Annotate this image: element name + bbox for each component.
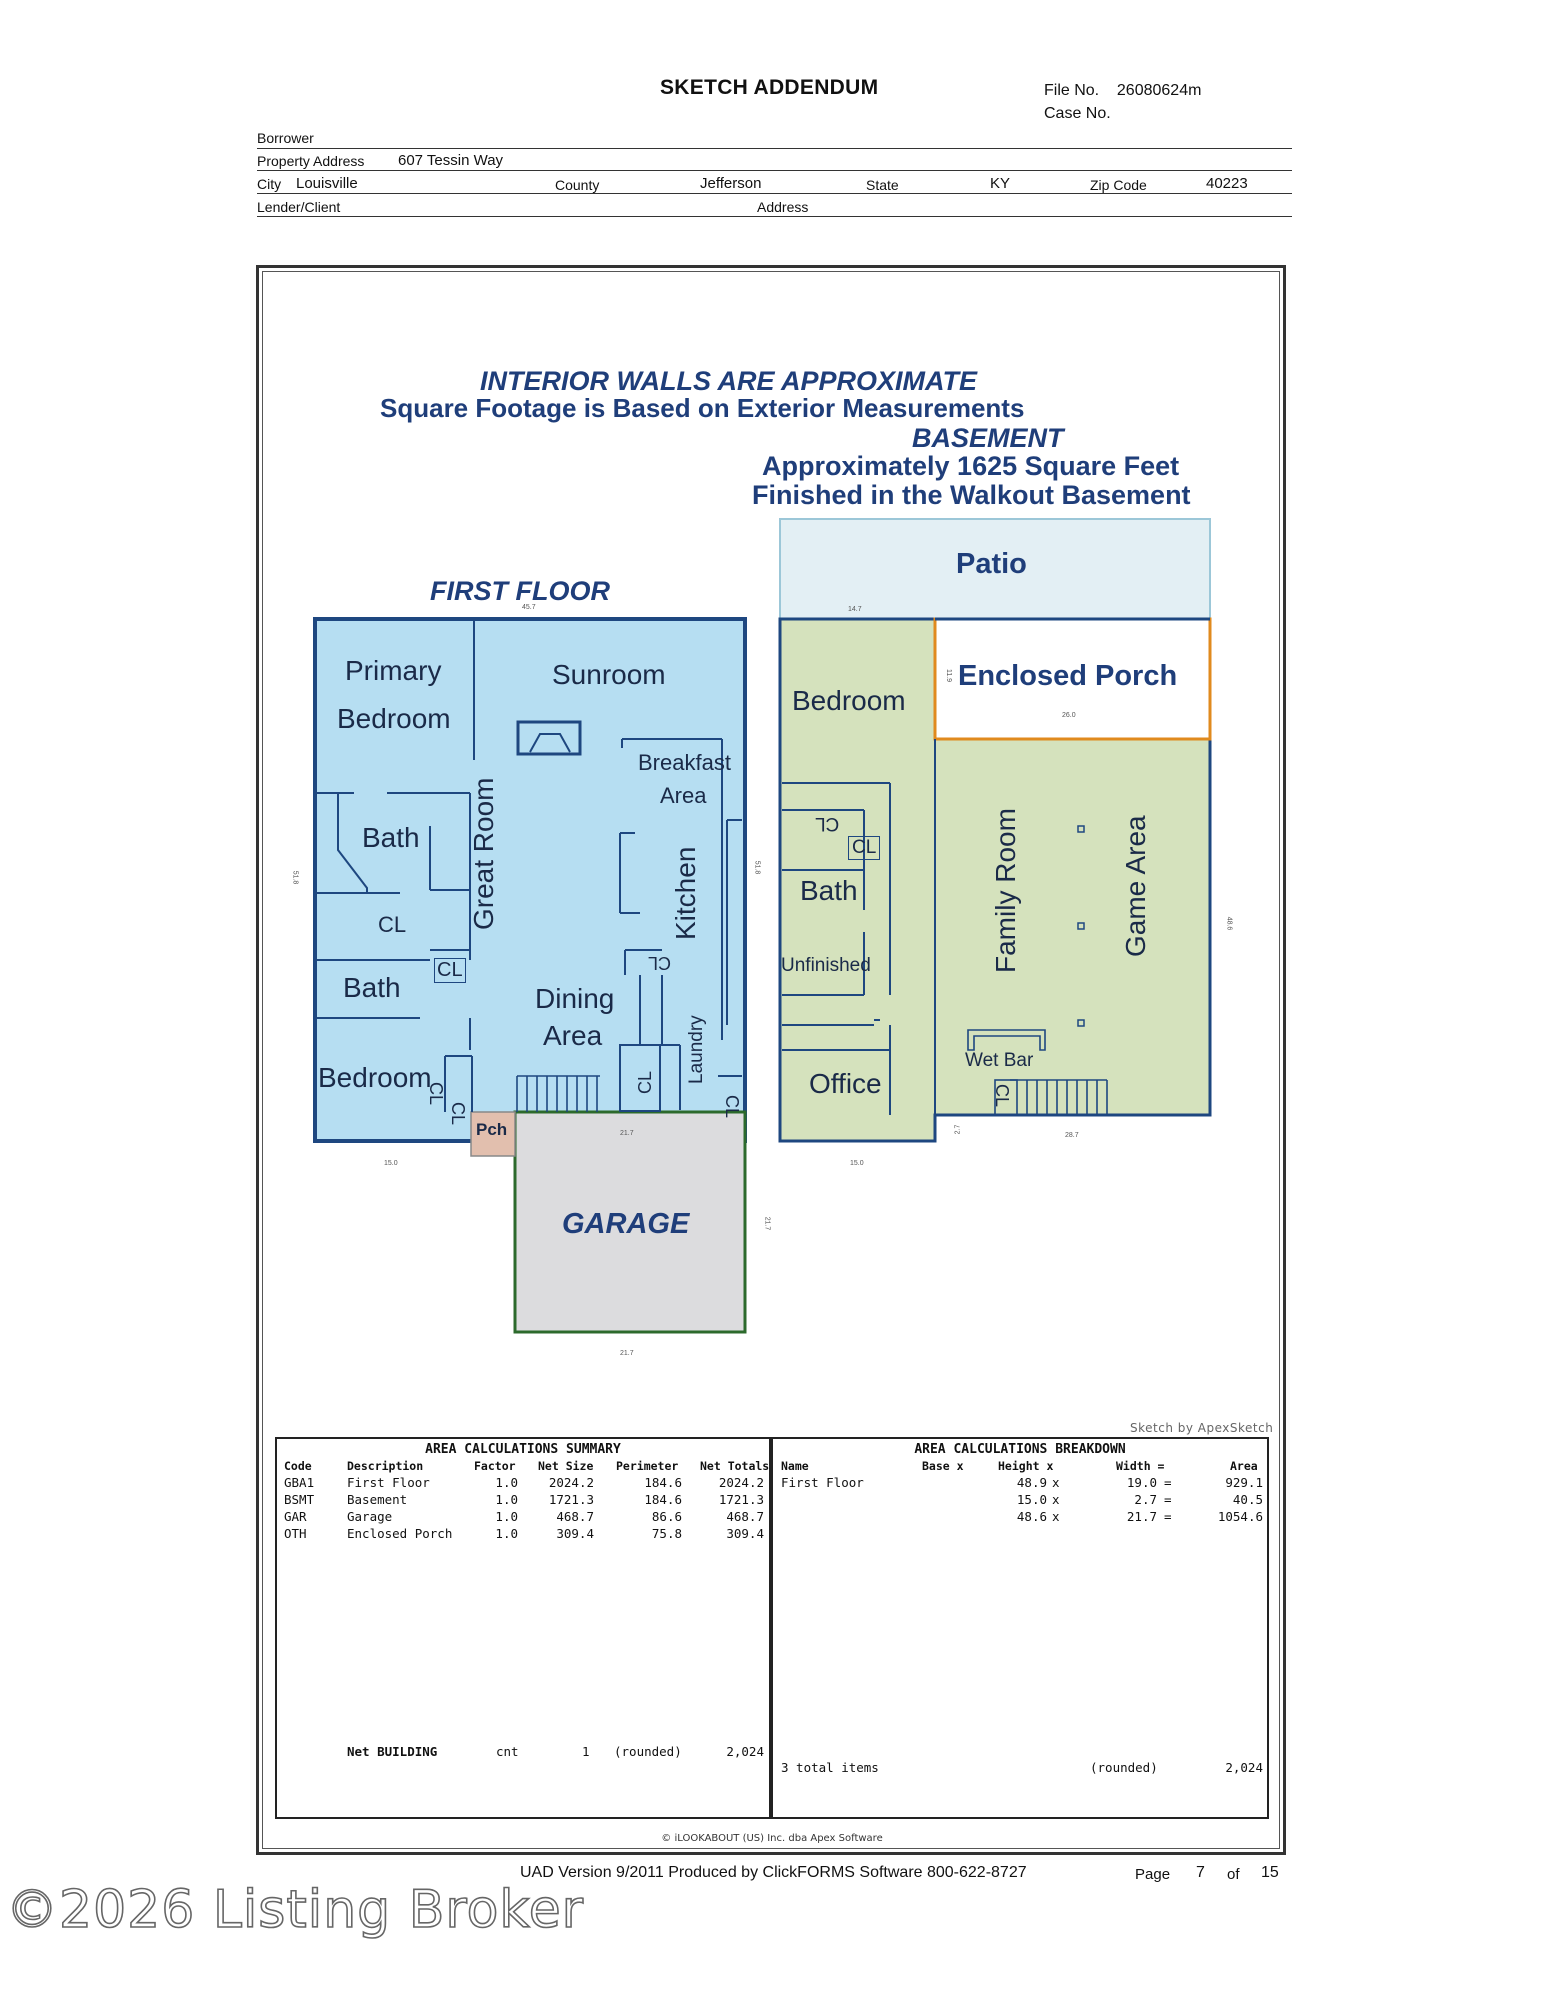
room-label-bath-2: Bath [343,972,401,1003]
summary-cell: 184.6 [644,1475,682,1490]
page-label: Page [1135,1866,1171,1883]
room-label-pch: Pch [476,1120,508,1139]
copyright: © iLOOKABOUT (US) Inc. dba Apex Software [661,1833,883,1844]
breakdown-cell: 48.9 [1016,1475,1047,1490]
breakdown-cell: 21.7 [1126,1509,1157,1524]
room-label-basement-cl-1: CL [815,813,840,834]
dim-bs-bottom-right: 28.7 [1065,1132,1079,1139]
summary-cell: 1721.3 [718,1492,764,1507]
summary-cell: 75.8 [651,1526,682,1541]
file-no-label: File No. [1044,82,1100,99]
lender-label: Lender/Client [257,199,341,215]
room-label-unfinished: Unfinished [781,955,871,976]
dim-garage-bottom: 21.7 [620,1350,634,1357]
dim-bs-right: 48.6 [1225,916,1233,931]
breakdown-col-base: Base x [922,1459,964,1473]
summary-col-code: Code [284,1459,312,1473]
property-address-label: Property Address [257,153,365,169]
breakdown-cell: 929.1 [1225,1475,1263,1490]
dim-ff-bottom-mid: 21.7 [620,1130,634,1137]
case-no-label: Case No. [1044,105,1111,122]
dim-bs-bottom-left: 15.0 [850,1160,864,1167]
summary-cell: 2024.2 [718,1475,764,1490]
summary-cell: BSMT [284,1492,315,1507]
county-label: County [555,177,600,193]
summary-cell: 86.6 [651,1509,682,1524]
state-label: State [866,177,899,193]
room-label-cl-2: CL [434,958,466,983]
county: Jefferson [700,175,762,192]
summary-cell: 468.7 [556,1509,594,1524]
breakdown-col-height: Height x [998,1459,1054,1473]
summary-cell: 309.4 [726,1526,764,1541]
interior-walls-heading: INTERIOR WALLS ARE APPROXIMATE [480,366,978,396]
summary-cell: GBA1 [284,1475,315,1490]
room-label-dining-area: Area [543,1020,603,1051]
breakdown-col-name: Name [781,1459,809,1473]
breakdown-col-width: Width = [1116,1459,1165,1473]
room-label-kitchen: Kitchen [670,846,701,940]
dim-porch-side: 11.9 [945,668,953,683]
breakdown-cell: x [1052,1492,1060,1507]
room-label-game-area: Game Area [1120,815,1151,957]
total-pages: 15 [1261,1864,1279,1881]
room-label-cl-4: CL [448,1102,468,1126]
square-footage-heading: Square Footage is Based on Exterior Measurements [380,393,1025,423]
summary-cell: OTH [284,1526,307,1541]
zip: 40223 [1206,175,1248,192]
of-label: of [1227,1866,1240,1883]
breakdown-cell: 1054.6 [1217,1509,1263,1524]
room-label-sunroom: Sunroom [552,659,666,690]
total-items: 3 total items [781,1760,879,1775]
summary-cell: 1.0 [495,1509,518,1524]
dim-ff-right: 51.8 [753,860,761,875]
room-label-family-room: Family Room [990,808,1021,973]
breakdown-total: 2,024 [1225,1760,1263,1775]
breakdown-cell: 2.7 [1134,1492,1157,1507]
summary-cell: 1721.3 [548,1492,594,1507]
room-label-basement-bedroom: Bedroom [792,685,906,716]
room-label-bath-1: Bath [362,822,420,853]
summary-cell: 184.6 [644,1492,682,1507]
room-label-breakfast: Breakfast [638,750,731,775]
breakdown-cell: = [1164,1509,1172,1524]
summary-col-perimeter: Perimeter [616,1459,679,1473]
sketch-credit: Sketch by ApexSketch [1130,1421,1274,1435]
file-no-value: 26080624m [1116,82,1202,99]
first-floor-heading: FIRST FLOOR [430,576,610,606]
breakdown-cell: = [1164,1492,1172,1507]
breakdown-rounded-label: (rounded) [1090,1760,1158,1775]
room-label-laundry: Laundry [686,1015,707,1084]
summary-cell: First Floor [347,1475,430,1490]
dim-porch-bottom: 26.0 [1062,712,1076,719]
breakdown-cell: = [1164,1475,1172,1490]
room-label-cl-6: CL [635,1070,655,1094]
page-number: 7 [1196,1864,1205,1881]
room-label-cl-3: CL [426,1082,446,1106]
room-label-cl-5: CL [648,953,672,973]
room-label-wet-bar: Wet Bar [965,1050,1034,1071]
summary-col-factor: Factor [474,1459,516,1473]
breakdown-name: First Floor [781,1475,864,1490]
basement-heading: BASEMENT [912,423,1064,453]
uad-footer: UAD Version 9/2011 Produced by ClickFORMS Software 800-622-8727 [520,1864,1027,1881]
room-label-bedroom-2: Bedroom [318,1062,432,1093]
room-label-garage: GARAGE [562,1208,690,1240]
room-label-cl-1: CL [378,912,407,937]
room-label-office: Office [809,1068,882,1099]
address-label: Address [757,199,809,215]
borrower-label: Borrower [257,130,314,146]
summary-cell: 1.0 [495,1492,518,1507]
room-label-dining: Dining [535,983,615,1014]
approx-heading: Approximately 1625 Square Feet [762,451,1180,481]
summary-cell: Garage [347,1509,393,1524]
summary-rounded-label: (rounded) [614,1744,682,1759]
breakdown-cell: 15.0 [1016,1492,1047,1507]
cnt-value: 1 [582,1744,590,1759]
room-label-basement-cl-3: CL [992,1084,1012,1108]
breakdown-cell: x [1052,1509,1060,1524]
summary-cell: Enclosed Porch [347,1526,453,1541]
room-label-patio: Patio [956,548,1027,580]
breakdown-cell: x [1052,1475,1060,1490]
dim-bs-bottom-mid: 2.7 [954,1124,962,1135]
watermark: ©2026 Listing Broker [6,1880,585,1940]
summary-col-net-totals: Net Totals [700,1459,770,1473]
summary-cell: 309.4 [556,1526,594,1541]
summary-cell: 1.0 [495,1526,518,1541]
room-label-basement-cl-2: CL [848,836,880,860]
room-label-breakfast-area: Area [660,783,707,808]
dim-garage-right: 21.7 [763,1216,771,1231]
summary-cell: 2024.2 [548,1475,594,1490]
summary-cell: GAR [284,1509,307,1524]
breakdown-cell: 19.0 [1126,1475,1157,1490]
addendum-title: SKETCH ADDENDUM [660,76,879,99]
breakdown-cell: 40.5 [1232,1492,1263,1507]
room-label-basement-bath: Bath [800,875,858,906]
net-building-total: 2,024 [726,1744,764,1759]
summary-col-net-size: Net Size [538,1459,594,1473]
net-building-label: Net BUILDING [347,1744,438,1759]
summary-cell: 1.0 [495,1475,518,1490]
dim-ff-bottom-left: 15.0 [384,1160,398,1167]
zip-label: Zip Code [1090,177,1147,193]
finished-heading: Finished in the Walkout Basement [752,480,1191,510]
room-label-enclosed-porch: Enclosed Porch [958,660,1178,692]
property-address: 607 Tessin Way [398,152,504,169]
breakdown-cell: 48.6 [1016,1509,1047,1524]
dim-ff-left: 51.8 [291,870,299,885]
summary-cell: 468.7 [726,1509,764,1524]
breakdown-col-area: Area [1230,1459,1258,1473]
summary-title: AREA CALCULATIONS SUMMARY [425,1442,621,1457]
room-label-primary-bedroom: Bedroom [337,703,451,734]
room-label-primary: Primary [345,655,442,686]
summary-cell: Basement [347,1492,408,1507]
city: Louisville [296,175,358,192]
state: KY [990,175,1011,192]
city-label: City [257,176,282,192]
summary-col-description: Description [347,1459,424,1473]
room-label-great-room: Great Room [468,777,499,930]
dim-bs-top: 14.7 [848,606,862,613]
room-label-cl-7: CL [722,1095,742,1119]
dim-ff-top: 45.7 [522,604,536,611]
breakdown-title: AREA CALCULATIONS BREAKDOWN [914,1442,1126,1457]
cnt-label: cnt [496,1744,519,1759]
